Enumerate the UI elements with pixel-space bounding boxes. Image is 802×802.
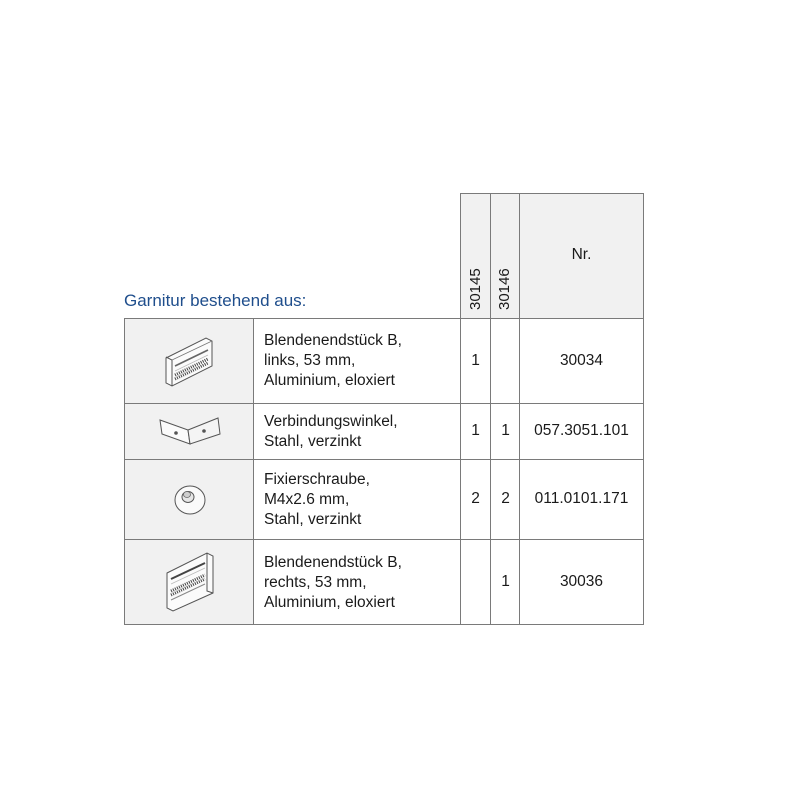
article-number: 30036 (559, 573, 604, 590)
description-line: links, 53 mm, (264, 352, 356, 369)
description-line: M4x2.6 mm, (264, 491, 350, 508)
grid-line (124, 318, 125, 625)
grid-line (124, 459, 644, 460)
grid-line (124, 624, 644, 625)
description-line: Blendenendstück B, (264, 332, 402, 349)
grid-line (124, 318, 644, 319)
end-piece-left-icon (160, 330, 216, 392)
description-line: Verbindungswinkel, (264, 413, 398, 430)
fixing-screw-icon (172, 482, 208, 518)
grid-line (460, 193, 644, 194)
grid-line (460, 193, 461, 625)
grid-line (643, 193, 644, 625)
grid-line (253, 318, 254, 625)
article-number: 057.3051.101 (534, 422, 629, 439)
column-header-30145: 30145 (467, 268, 484, 310)
quantity-30145: 1 (471, 422, 480, 439)
description-line: Fixierschraube, (264, 471, 370, 488)
parts-list-heading: Garnitur bestehend aus: (124, 291, 307, 310)
grid-line (124, 403, 644, 404)
article-number: 011.0101.171 (534, 490, 629, 507)
description-line: Blendenendstück B, (264, 554, 402, 571)
description-line: rechts, 53 mm, (264, 574, 367, 591)
quantity-30146: 1 (501, 422, 510, 439)
quantity-30146: 1 (501, 573, 510, 590)
connecting-bracket-icon (158, 414, 222, 450)
grid-line (124, 539, 644, 540)
column-header-nr: Nr. (571, 246, 592, 263)
article-number: 30034 (559, 352, 604, 369)
grid-line (519, 193, 520, 625)
description-line: Aluminium, eloxiert (264, 594, 395, 611)
description-line: Aluminium, eloxiert (264, 372, 395, 389)
end-piece-right-icon (163, 549, 217, 615)
description-line: Stahl, verzinkt (264, 433, 362, 450)
quantity-30146: 2 (501, 490, 510, 507)
quantity-30145: 2 (471, 490, 480, 507)
column-header-30146: 30146 (496, 268, 513, 310)
quantity-30145: 1 (471, 352, 480, 369)
grid-line (490, 193, 491, 625)
description-line: Stahl, verzinkt (264, 511, 362, 528)
